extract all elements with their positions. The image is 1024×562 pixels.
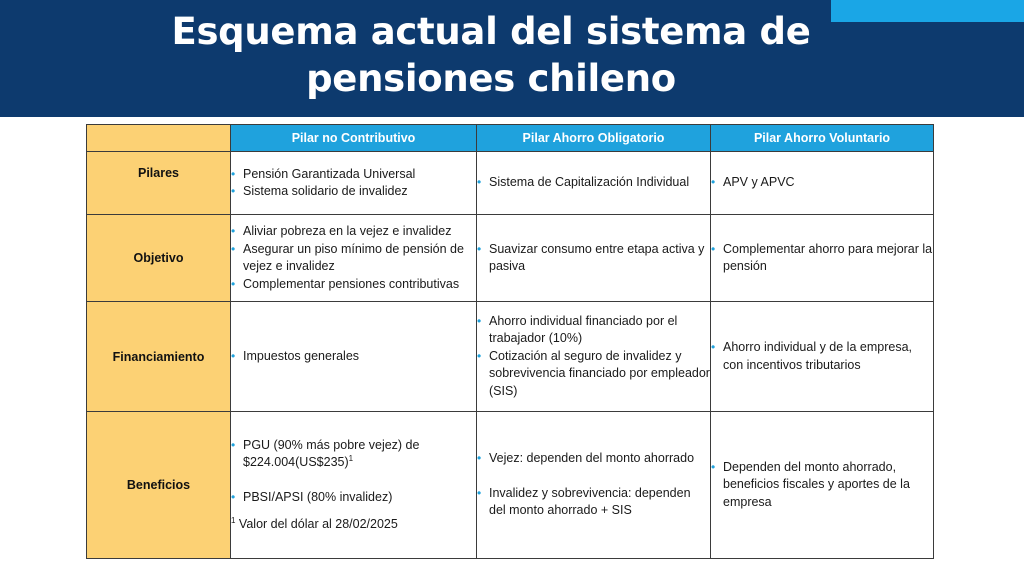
row-header-financiamiento: Financiamiento: [87, 302, 231, 412]
list-item: • Invalidez y sobrevivencia: dependen del monto ahorrado + SIS: [477, 485, 710, 520]
list-item: • Dependen del monto ahorrado, beneficios fiscales y aportes de la empresa: [711, 459, 933, 512]
pension-scheme-table: [86, 124, 934, 559]
cell-beneficios-no-contributivo: [231, 412, 477, 559]
list-item: • APV y APVC: [711, 174, 933, 192]
column-header-ahorro-voluntario: Pilar Ahorro Voluntario: [711, 125, 934, 152]
list-item: • Complementar ahorro para mejorar la pensión: [711, 241, 933, 276]
cell-beneficios-ahorro-voluntario: [711, 412, 934, 559]
cell-financiamiento-no-contributivo: [231, 302, 477, 412]
list-item: • Complementar pensiones contributivas: [231, 276, 476, 294]
cell-objetivo-ahorro-voluntario: [711, 215, 934, 302]
list-item: • Pensión Garantizada Universal: [231, 166, 476, 184]
pgu-text: PGU (90% más pobre vejez) de $224.004(US$235): [243, 437, 420, 469]
cell-objetivo-ahorro-obligatorio: [477, 215, 711, 302]
row-header-pilares: Pilares: [87, 152, 231, 215]
cell-objetivo-no-contributivo: [231, 215, 477, 302]
list-item: • PBSI/APSI (80% invalidez): [231, 489, 476, 507]
page-title: [0, 8, 982, 102]
list-item: • Ahorro individual y de la empresa, con incentivos tributarios: [711, 339, 933, 374]
list-item: • Sistema de Capitalización Individual: [477, 174, 710, 192]
column-header-no-contributivo: Pilar no Contributivo: [231, 125, 477, 152]
list-item: • Aliviar pobreza en la vejez e invalidez: [231, 223, 476, 241]
list-item: [231, 437, 476, 472]
title-line-1: Esquema actual del sistema de: [171, 10, 811, 53]
footnote-ref: 1: [348, 453, 354, 463]
footnote-text: Valor del dólar al 28/02/2025: [235, 517, 398, 531]
cell-pilares-no-contributivo: [231, 152, 477, 215]
list-item: • Ahorro individual financiado por el trabajador (10%): [477, 313, 710, 348]
cell-financiamiento-ahorro-voluntario: [711, 302, 934, 412]
list-item: • Asegurar un piso mínimo de pensión de vejez e invalidez: [231, 241, 476, 276]
list-item: • Cotización al seguro de invalidez y sobrevivencia financiado por empleador (SIS): [477, 348, 710, 401]
list-item: • Vejez: dependen del monto ahorrado: [477, 450, 710, 468]
cell-pilares-ahorro-voluntario: [711, 152, 934, 215]
list-item: • Impuestos generales: [231, 348, 476, 366]
row-header-objetivo: Objetivo: [87, 215, 231, 302]
footnote-mark: 1: [231, 515, 236, 525]
column-header-ahorro-obligatorio: Pilar Ahorro Obligatorio: [477, 125, 711, 152]
cell-pilares-ahorro-obligatorio: [477, 152, 711, 215]
list-item: • Sistema solidario de invalidez: [231, 183, 476, 201]
table-row-objetivo: [87, 215, 934, 302]
table-corner: [87, 125, 231, 152]
cell-beneficios-ahorro-obligatorio: [477, 412, 711, 559]
footnote: [231, 516, 476, 534]
title-line-2: pensiones chileno: [306, 57, 676, 100]
list-item: • Suavizar consumo entre etapa activa y pasiva: [477, 241, 710, 276]
table-row-financiamiento: [87, 302, 934, 412]
row-header-beneficios: Beneficios: [87, 412, 231, 559]
table-row-beneficios: [87, 412, 934, 559]
table-row-pilares: [87, 152, 934, 215]
cell-financiamiento-ahorro-obligatorio: [477, 302, 711, 412]
